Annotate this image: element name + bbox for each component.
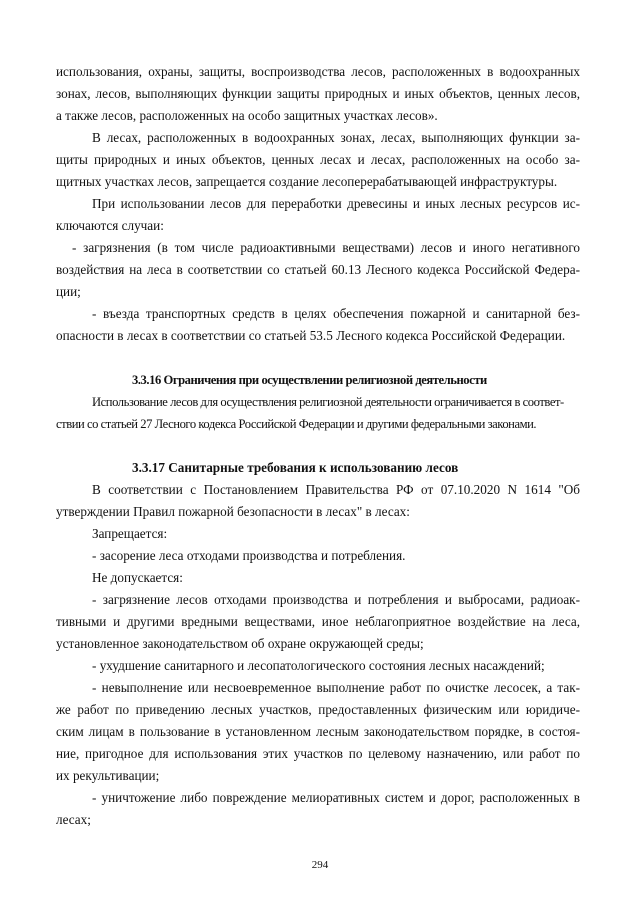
text-line: воздействия на леса в соответствии со статьей 60.13 Лесного кодекса Российской Федера- bbox=[56, 262, 580, 277]
text-line: лесах; bbox=[56, 812, 91, 827]
section-heading-3-3-17: 3.3.17 Санитарные требования к использованию лесов bbox=[132, 460, 459, 475]
text-line: опасности в лесах в соответствии со статьей 53.5 Лесного кодекса Российской Федерации. bbox=[56, 328, 566, 343]
text-line: - загрязнения (в том числе радиоактивными веществами) лесов и иного негативного bbox=[72, 240, 580, 255]
text-line: ствии со статьей 27 Лесного кодекса Российской Федерации и другими федеральными законами. bbox=[56, 417, 537, 431]
text-line: В лесах, расположенных в водоохранных зонах, лесах, выполняющих функции за- bbox=[92, 130, 580, 145]
text-line: ние, пригодное для использования этих участков по целевому назначению, или работ по bbox=[56, 746, 580, 761]
text-line: тивными и другими вредными веществами, иное неблагоприятное воздействие на леса, bbox=[56, 614, 580, 629]
text-line: При использовании лесов для переработки древесины и иных лесных ресурсов ис- bbox=[92, 196, 580, 211]
text-line: Не допускается: bbox=[92, 570, 183, 585]
text-line: их рекультивации; bbox=[56, 768, 160, 783]
text-line: В соответствии с Постановлением Правительства РФ от 07.10.2020 N 1614 "Об bbox=[92, 482, 580, 497]
page-number: 294 bbox=[311, 859, 329, 871]
text-line: использования, охраны, защиты, воспроизводства лесов, расположенных в водоохранных bbox=[56, 64, 580, 79]
text-line: а также лесов, расположенных на особо защитных участках лесов». bbox=[56, 108, 438, 123]
text-line: - въезда транспортных средств в целях обеспечения пожарной и санитарной без- bbox=[92, 306, 580, 321]
text-line: же работ по приведению лесных участков, предоставленных физическим или юридиче- bbox=[56, 702, 580, 717]
text-line: зонах, лесов, выполняющих функции защиты природных и иных объектов, ценных лесов, bbox=[56, 86, 580, 101]
section-heading-3-3-16: 3.3.16 Ограничения при осуществлении религиозной деятельности bbox=[132, 373, 487, 387]
text-line: установленное законодательством об охране окружающей среды; bbox=[56, 636, 424, 651]
text-line: щитных участках лесов, запрещается создание лесоперерабатывающей инфраструктуры. bbox=[56, 174, 558, 189]
text-line: - загрязнение лесов отходами производства и потребления и выбросами, радиоак- bbox=[92, 592, 580, 607]
text-line: ции; bbox=[56, 284, 81, 299]
text-line: - уничтожение либо повреждение мелиоративных систем и дорог, расположенных в bbox=[92, 790, 580, 805]
text-line: щиты природных и иных объектов, ценных лесах и лесах, расположенных на особо за- bbox=[56, 152, 580, 167]
text-line: Запрещается: bbox=[92, 526, 168, 541]
text-line: ским лицам в пользование в установленном лесным законодательством порядке, в состоя- bbox=[56, 724, 580, 739]
text-line: Использование лесов для осуществления религиозной деятельности ограничивается в соответ- bbox=[92, 395, 564, 409]
text-line: утверждении Правил пожарной безопасности в лесах" в лесах: bbox=[56, 504, 410, 519]
text-line: ключаются случаи: bbox=[56, 218, 164, 233]
text-line: - невыполнение или несвоевременное выполнение работ по очистке лесосек, а так- bbox=[92, 680, 580, 695]
text-line: - засорение леса отходами производства и потребления. bbox=[92, 548, 406, 563]
text-line: - ухудшение санитарного и лесопатологического состояния лесных насаждений; bbox=[92, 658, 545, 673]
